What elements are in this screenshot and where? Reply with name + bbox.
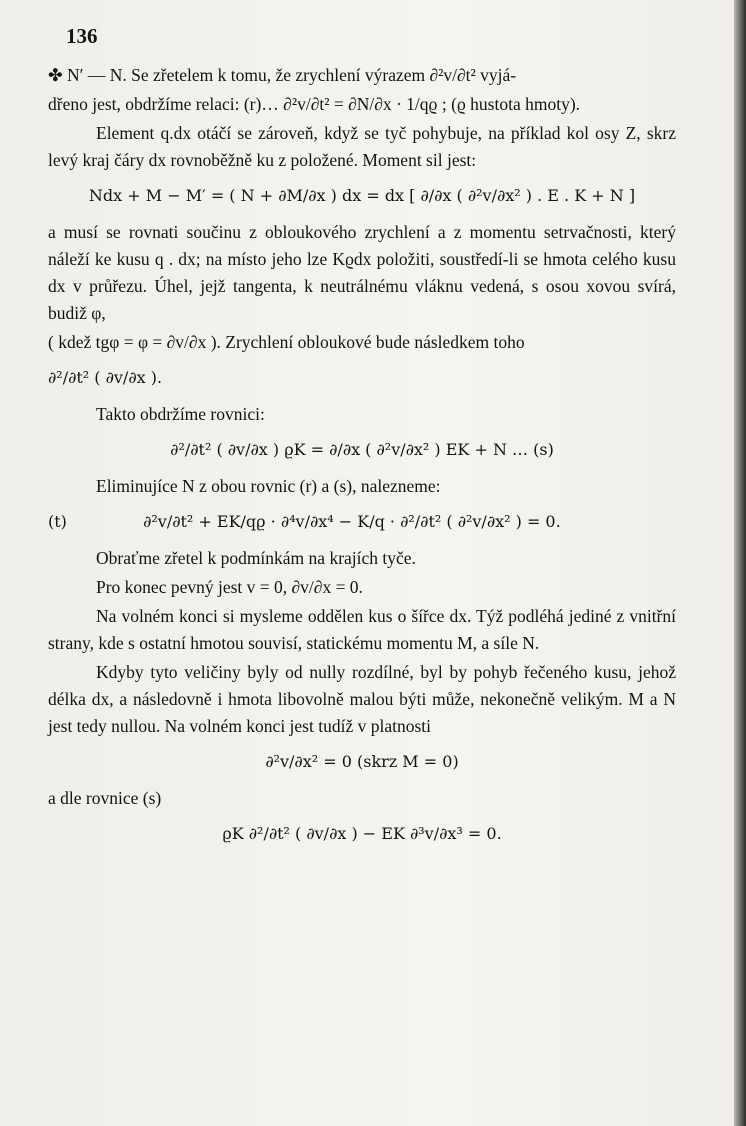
paragraph: a dle rovnice (s): [48, 788, 162, 808]
paragraph: Obraťme zřetel k podmínkám na krajích tyče.: [96, 548, 416, 568]
paragraph: Pro konec pevný jest v = 0, ∂v/∂x = 0.: [96, 577, 363, 597]
equation-t-row: [48, 508, 676, 535]
text-line: dřeno jest, obdržíme relaci: (r)… ∂²v/∂t² = ∂N/∂x · 1/qϱ ; (ϱ hustota hmoty).: [48, 94, 581, 114]
paragraph: Element q.dx otáčí se zároveň, když se tyč pohybuje, na příklad kol osy Z, skrz levý kraj čáry dx rovnoběžně ku z položené. Moment sil jest:: [48, 123, 676, 170]
equation-t: ∂²v/∂t² + EK/qϱ · ∂⁴v/∂x⁴ − K/q · ∂²/∂t² ( ∂²v/∂x² ) = 0.: [143, 512, 561, 531]
equation-s: ∂²/∂t² ( ∂v/∂x ) ϱK = ∂/∂x ( ∂²v/∂x² ) EK + N … (s): [170, 440, 554, 459]
equation-accel: ∂²/∂t² ( ∂v/∂x ).: [48, 368, 163, 387]
paragraph: Na volném konci si mysleme oddělen kus o šířce dx. Týž podléhá jediné z vnitřní strany, kde s ostatní hmotou souvisí, statickému momentu M, a síle N.: [48, 606, 676, 653]
paragraph: Eliminujíce N z obou rovnic (r) a (s), nalezneme:: [96, 476, 441, 496]
equation-moment: Ndx + M − M′ = ( N + ∂M/∂x ) dx = dx [ ∂/∂x ( ∂²v/∂x² ) . E . K + N ]: [88, 186, 636, 205]
paragraph: a musí se rovnati součinu z obloukového zrychlení a z momentu setrvačnosti, který náleží ke kusu q . dx; na místo jeho lze Kϱdx položiti, soustředí-li se hmota celého kusu dx v průřezu. Úhel, jejž tangenta, k neutrálnému vláknu vedená, s osou xovou svírá, budiž φ,: [48, 222, 676, 323]
paragraph: Kdyby tyto veličiny byly od nully rozdílné, byl by pohyb řečeného kusu, jehož délka dx, a následovně i hmota libovolně malou býti může, nekonečně velikým. M a N jest tedy nullou. Na volném konci jest tudíž v platnosti: [48, 662, 676, 736]
paragraph: Takto obdržíme rovnici:: [96, 404, 265, 424]
book-spine-shadow: [734, 0, 746, 1126]
equation-free-end: ∂²v/∂x² = 0 (skrz M = 0): [265, 752, 459, 771]
paragraph: ( kdež tgφ = φ = ∂v/∂x ). Zrychlení obloukové bude následkem toho: [48, 332, 525, 352]
page-body: [48, 62, 676, 857]
text-line: ✤ N′ — N. Se zřetelem k tomu, že zrychlení výrazem ∂²v/∂t² vyjá-: [48, 65, 517, 85]
equation-tag: (t): [48, 512, 67, 531]
page-number: 136: [66, 24, 98, 48]
equation-final: ϱK ∂²/∂t² ( ∂v/∂x ) − EK ∂³v/∂x³ = 0.: [222, 824, 502, 843]
